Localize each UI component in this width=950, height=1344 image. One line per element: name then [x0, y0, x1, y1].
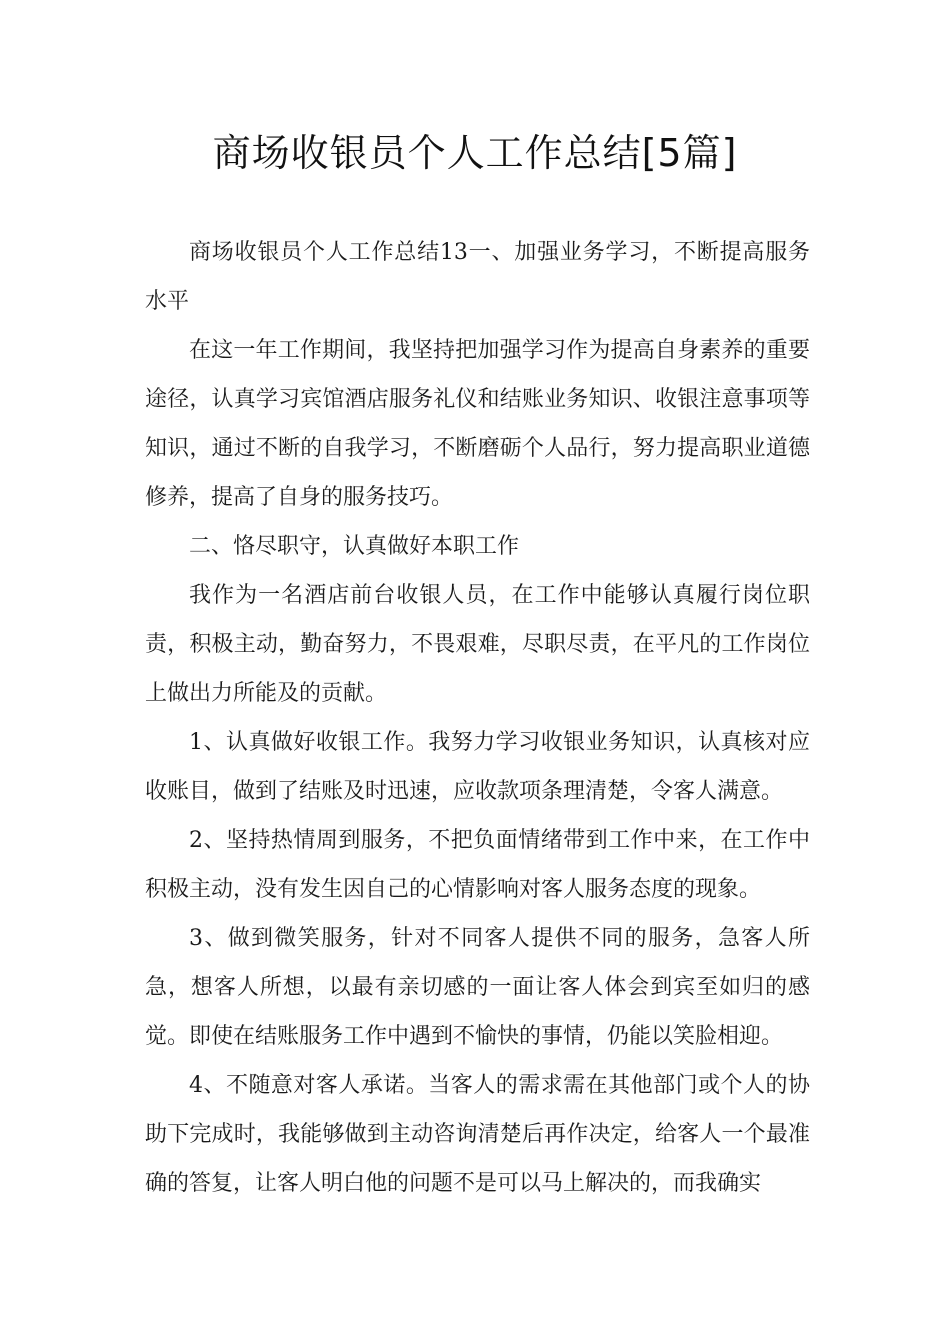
section-heading-duty: 二、恪尽职守，认真做好本职工作: [189, 534, 520, 559]
document-body: [145, 228, 810, 1208]
paragraph-item-1: 1、认真做好收银工作。我努力学习收银业务知识，认真核对应收账目，做到了结账及时迅速，应收款项条理清楚，令客人满意。: [145, 730, 810, 804]
paragraph-duty: 我作为一名酒店前台收银人员，在工作中能够认真履行岗位职责，积极主动，勤奋努力，不畏艰难，尽职尽责，在平凡的工作岗位上做出力所能及的贡献。: [145, 583, 810, 706]
document-title: 商场收银员个人工作总结[5篇]: [212, 131, 738, 175]
paragraph-intro: 商场收银员个人工作总结13一、加强业务学习，不断提高服务水平: [145, 240, 810, 314]
paragraph-item-3: 3、做到微笑服务，针对不同客人提供不同的服务，急客人所急，想客人所想，以最有亲切感的一面让客人体会到宾至如归的感觉。即使在结账服务工作中遇到不愉快的事情，仍能以笑脸相迎。: [145, 926, 810, 1049]
paragraph-item-2: 2、坚持热情周到服务，不把负面情绪带到工作中来，在工作中积极主动，没有发生因自己的心情影响对客人服务态度的现象。: [145, 828, 810, 902]
paragraph-item-4: 4、不随意对客人承诺。当客人的需求需在其他部门或个人的协助下完成时，我能够做到主动咨询清楚后再作决定，给客人一个最准确的答复，让客人明白他的问题不是可以马上解决的，而我确实: [145, 1073, 810, 1196]
paragraph-study: 在这一年工作期间，我坚持把加强学习作为提高自身素养的重要途径，认真学习宾馆酒店服务礼仪和结账业务知识、收银注意事项等知识，通过不断的自我学习，不断磨砺个人品行，努力提高职业道德修养，提高了自身的服务技巧。: [145, 338, 810, 510]
